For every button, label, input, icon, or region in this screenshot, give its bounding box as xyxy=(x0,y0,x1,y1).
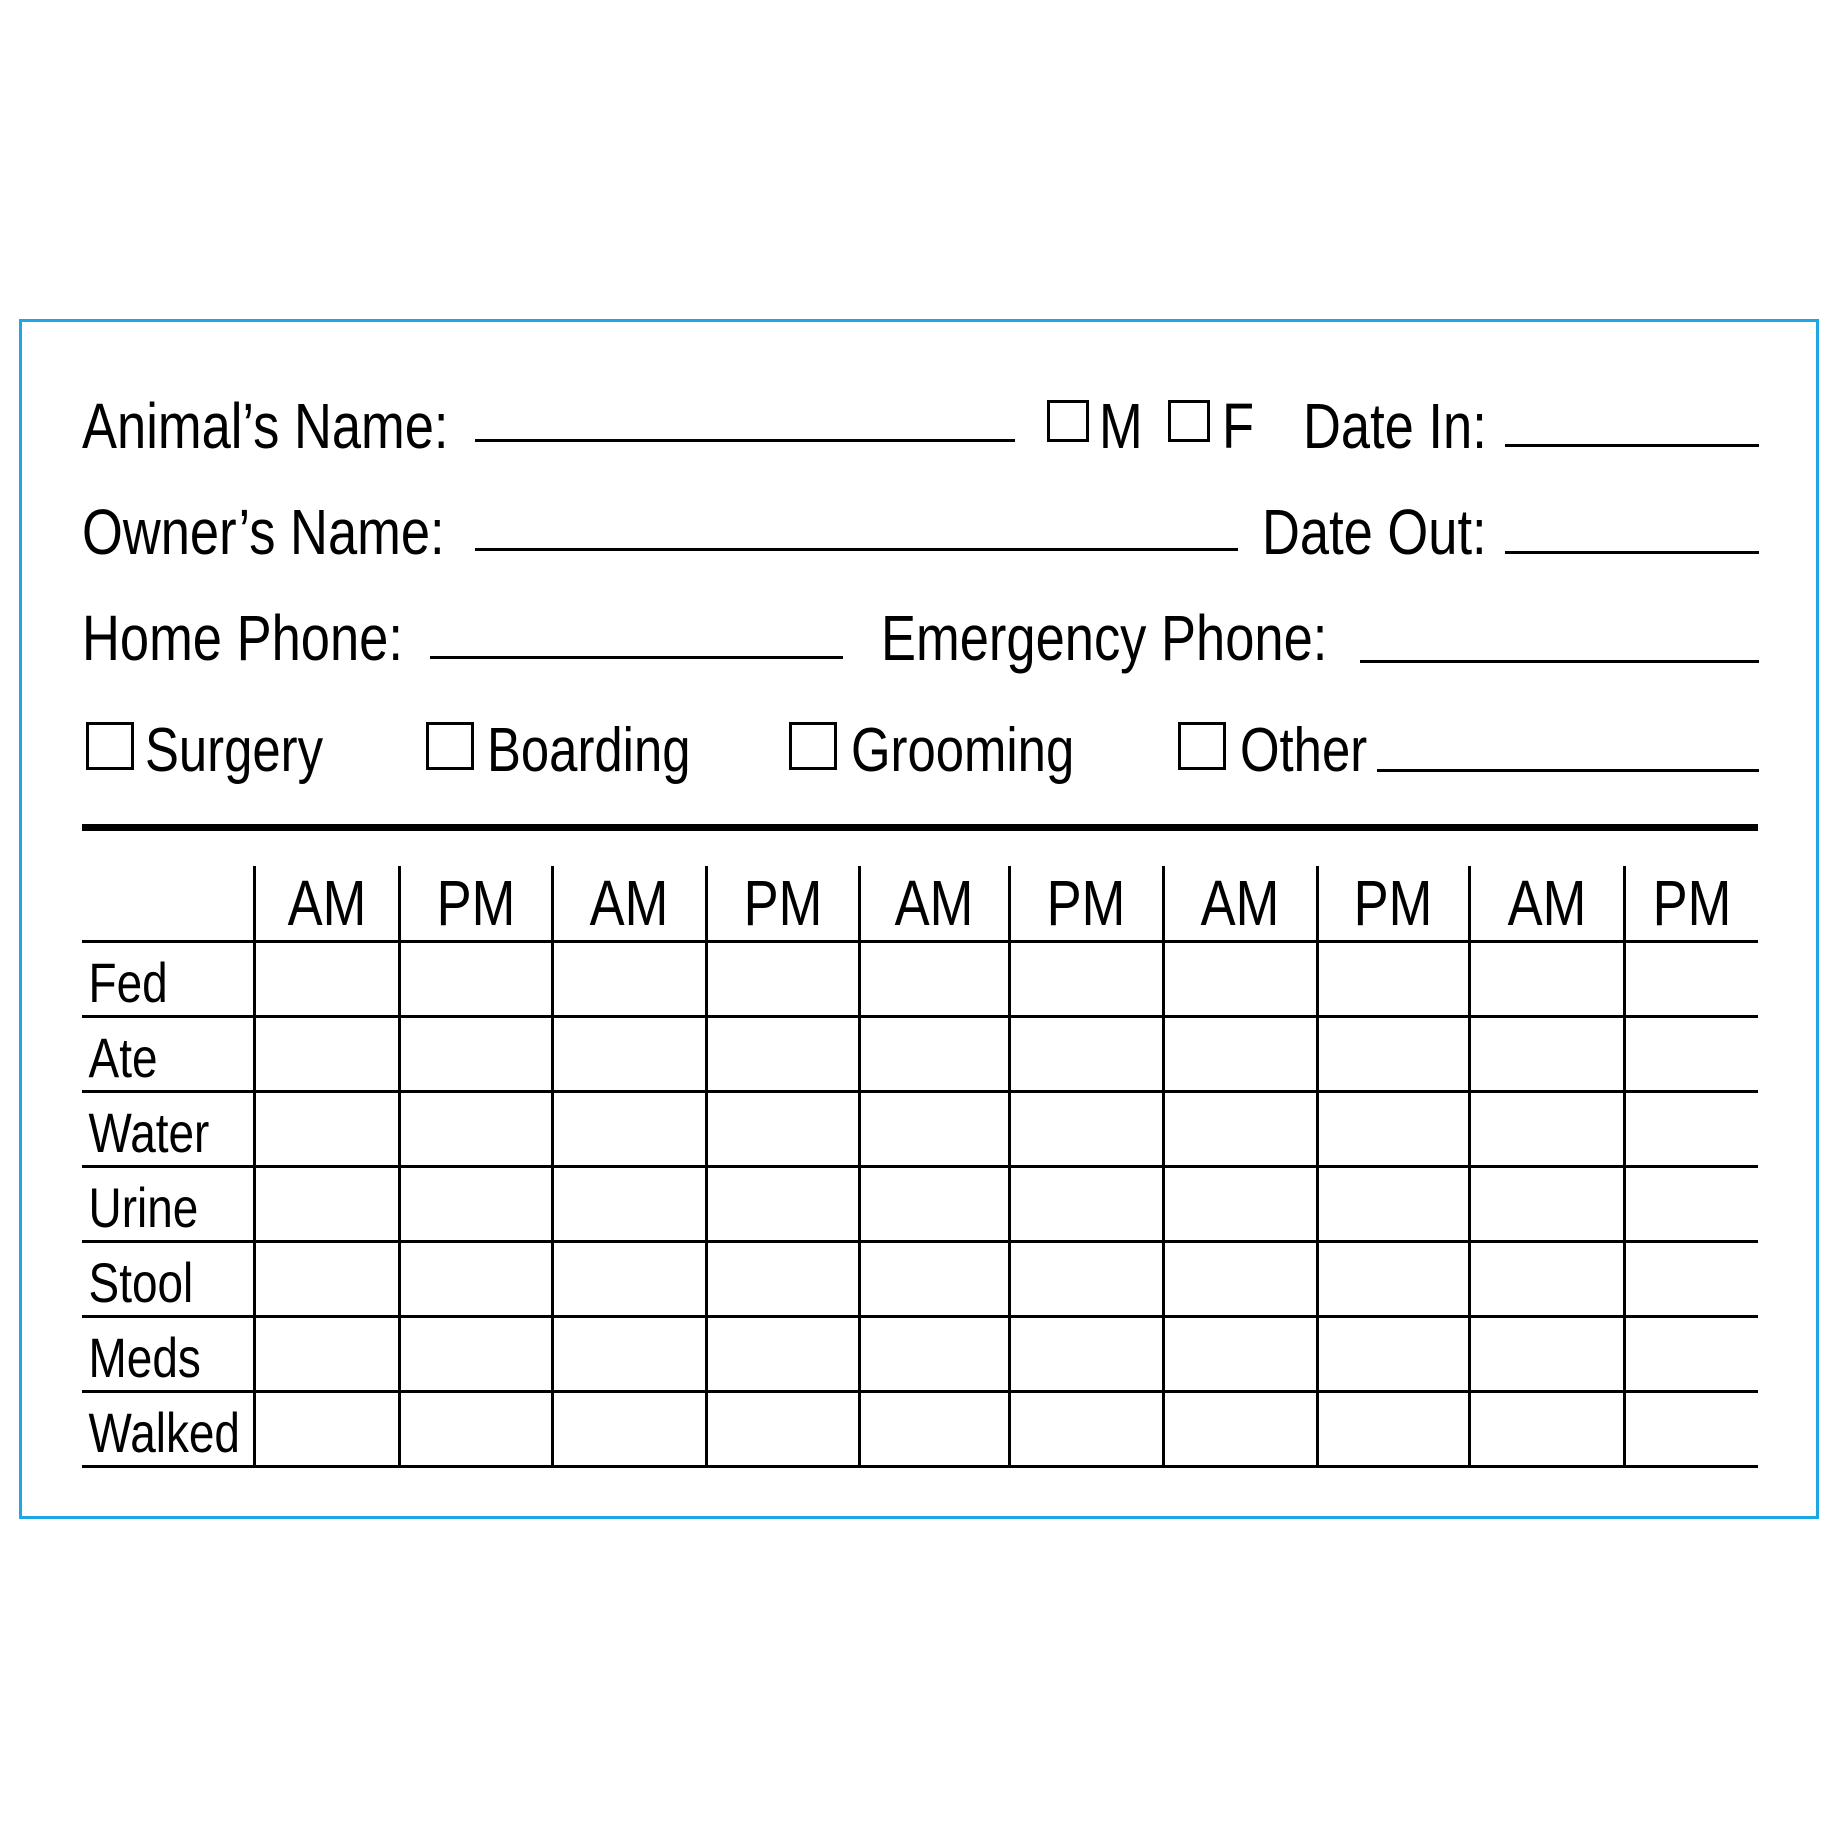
log-cell[interactable] xyxy=(1009,1017,1163,1092)
log-cell[interactable] xyxy=(1624,1167,1758,1242)
log-cell[interactable] xyxy=(1163,1017,1317,1092)
log-cell[interactable] xyxy=(1469,1017,1624,1092)
animal-name-label: Animal’s Name: xyxy=(82,390,449,462)
log-header-row xyxy=(82,866,1758,942)
boarding-label: Boarding xyxy=(487,716,691,785)
log-cell[interactable] xyxy=(552,1167,706,1242)
emergency-phone-label: Emergency Phone: xyxy=(881,602,1328,674)
header-pm: PM xyxy=(1009,866,1163,942)
log-cell[interactable] xyxy=(1469,1242,1624,1317)
header-am: AM xyxy=(859,866,1009,942)
grooming-checkbox[interactable] xyxy=(789,722,837,770)
header-am: AM xyxy=(1469,866,1624,942)
emergency-phone-field[interactable] xyxy=(1360,660,1759,663)
row-label: Urine xyxy=(82,1167,254,1242)
log-cell[interactable] xyxy=(1317,1167,1469,1242)
log-cell[interactable] xyxy=(552,1092,706,1167)
other-field[interactable] xyxy=(1377,769,1759,772)
log-cell[interactable] xyxy=(399,1317,552,1392)
log-cell[interactable] xyxy=(1317,1017,1469,1092)
log-cell[interactable] xyxy=(254,1167,399,1242)
log-cell[interactable] xyxy=(1317,1317,1469,1392)
header-am: AM xyxy=(552,866,706,942)
log-cell[interactable] xyxy=(706,1392,859,1467)
log-cell[interactable] xyxy=(1469,1317,1624,1392)
log-cell[interactable] xyxy=(1469,1092,1624,1167)
log-cell[interactable] xyxy=(1469,1392,1624,1467)
log-cell[interactable] xyxy=(254,942,399,1017)
other-checkbox[interactable] xyxy=(1178,722,1226,770)
log-cell[interactable] xyxy=(706,1167,859,1242)
log-cell[interactable] xyxy=(1163,942,1317,1017)
animal-name-field[interactable] xyxy=(475,439,1015,442)
header-am: AM xyxy=(254,866,399,942)
row-label: Meds xyxy=(82,1317,254,1392)
header-pm: PM xyxy=(399,866,552,942)
log-row-water xyxy=(82,1092,1758,1167)
log-cell[interactable] xyxy=(1317,1242,1469,1317)
log-row-fed xyxy=(82,942,1758,1017)
log-cell[interactable] xyxy=(254,1092,399,1167)
date-out-field[interactable] xyxy=(1505,551,1759,554)
section-divider xyxy=(82,824,1758,831)
row-label: Walked xyxy=(82,1392,254,1467)
log-cell[interactable] xyxy=(399,1167,552,1242)
log-cell[interactable] xyxy=(1163,1317,1317,1392)
log-cell[interactable] xyxy=(254,1392,399,1467)
log-cell[interactable] xyxy=(706,942,859,1017)
log-cell[interactable] xyxy=(552,1392,706,1467)
log-cell[interactable] xyxy=(1009,1092,1163,1167)
log-cell[interactable] xyxy=(552,1317,706,1392)
owner-name-label: Owner’s Name: xyxy=(82,496,445,568)
sex-m-checkbox[interactable] xyxy=(1047,400,1089,442)
header-am: AM xyxy=(1163,866,1317,942)
log-cell[interactable] xyxy=(706,1242,859,1317)
log-row-ate xyxy=(82,1017,1758,1092)
log-cell[interactable] xyxy=(399,1017,552,1092)
row-label: Stool xyxy=(82,1242,254,1317)
sex-f-label: F xyxy=(1222,390,1255,462)
header-corner xyxy=(82,866,254,942)
log-cell[interactable] xyxy=(1624,1392,1758,1467)
log-cell[interactable] xyxy=(1009,942,1163,1017)
log-cell[interactable] xyxy=(859,1017,1009,1092)
log-cell[interactable] xyxy=(1469,1167,1624,1242)
log-row-meds xyxy=(82,1317,1758,1392)
row-label: Water xyxy=(82,1092,254,1167)
date-out-label: Date Out: xyxy=(1262,496,1487,568)
log-cell[interactable] xyxy=(859,1167,1009,1242)
care-log-table xyxy=(82,866,1758,1468)
log-cell[interactable] xyxy=(1317,942,1469,1017)
log-cell[interactable] xyxy=(1009,1392,1163,1467)
log-cell[interactable] xyxy=(399,942,552,1017)
boarding-checkbox[interactable] xyxy=(426,722,474,770)
log-cell[interactable] xyxy=(1469,942,1624,1017)
log-cell[interactable] xyxy=(706,1017,859,1092)
sex-m-label: M xyxy=(1099,390,1143,462)
log-cell[interactable] xyxy=(552,1017,706,1092)
log-cell[interactable] xyxy=(706,1092,859,1167)
log-cell[interactable] xyxy=(552,942,706,1017)
date-in-label: Date In: xyxy=(1303,390,1487,462)
home-phone-label: Home Phone: xyxy=(82,602,403,674)
log-cell[interactable] xyxy=(1163,1092,1317,1167)
log-cell[interactable] xyxy=(859,1317,1009,1392)
log-cell[interactable] xyxy=(399,1392,552,1467)
log-cell[interactable] xyxy=(1009,1242,1163,1317)
log-cell[interactable] xyxy=(1624,942,1758,1017)
log-cell[interactable] xyxy=(1009,1317,1163,1392)
sex-f-checkbox[interactable] xyxy=(1168,400,1210,442)
header-pm: PM xyxy=(1624,866,1758,942)
log-cell[interactable] xyxy=(1624,1242,1758,1317)
log-cell[interactable] xyxy=(254,1242,399,1317)
row-label: Ate xyxy=(82,1017,254,1092)
log-cell[interactable] xyxy=(859,1092,1009,1167)
log-cell[interactable] xyxy=(706,1317,859,1392)
log-cell[interactable] xyxy=(1624,1317,1758,1392)
log-cell[interactable] xyxy=(1163,1167,1317,1242)
log-cell[interactable] xyxy=(859,1392,1009,1467)
log-cell[interactable] xyxy=(1009,1167,1163,1242)
log-cell[interactable] xyxy=(1624,1017,1758,1092)
log-cell[interactable] xyxy=(399,1092,552,1167)
log-cell[interactable] xyxy=(1624,1092,1758,1167)
header-pm: PM xyxy=(1317,866,1469,942)
log-cell[interactable] xyxy=(859,1242,1009,1317)
log-cell[interactable] xyxy=(399,1242,552,1317)
header-pm: PM xyxy=(706,866,859,942)
row-label: Fed xyxy=(82,942,254,1017)
home-phone-field[interactable] xyxy=(430,656,843,659)
log-cell[interactable] xyxy=(1317,1392,1469,1467)
log-cell[interactable] xyxy=(1163,1392,1317,1467)
log-row-walked xyxy=(82,1392,1758,1467)
date-in-field[interactable] xyxy=(1505,444,1759,447)
grooming-label: Grooming xyxy=(851,716,1075,785)
surgery-checkbox[interactable] xyxy=(86,722,134,770)
owner-name-field[interactable] xyxy=(475,548,1238,551)
surgery-label: Surgery xyxy=(145,716,324,785)
log-cell[interactable] xyxy=(1317,1092,1469,1167)
log-cell[interactable] xyxy=(1163,1242,1317,1317)
log-cell[interactable] xyxy=(254,1317,399,1392)
log-row-stool xyxy=(82,1242,1758,1317)
log-cell[interactable] xyxy=(859,942,1009,1017)
other-label: Other xyxy=(1240,716,1368,785)
log-cell[interactable] xyxy=(254,1017,399,1092)
log-cell[interactable] xyxy=(552,1242,706,1317)
log-row-urine xyxy=(82,1167,1758,1242)
